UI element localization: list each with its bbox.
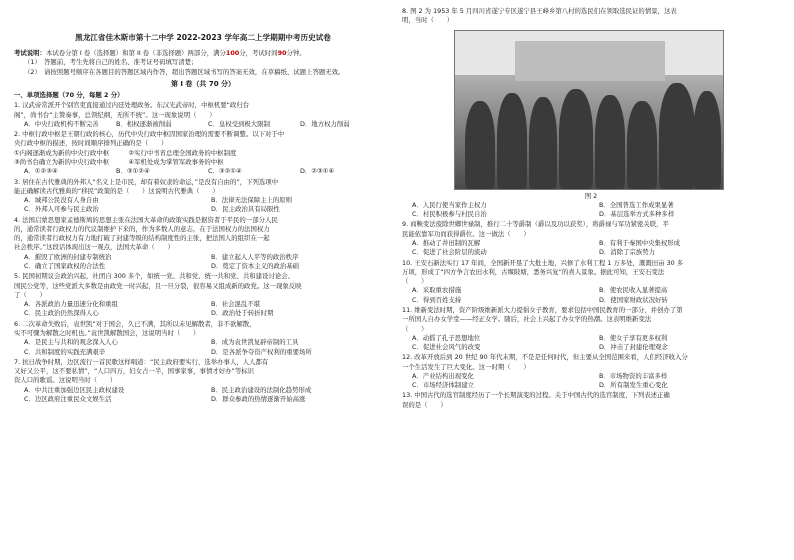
question-text: 误的是（ ） <box>402 400 447 409</box>
answer-option: B．使农民收入显著提高 <box>599 286 668 295</box>
answer-option: C．共和制度的实践充满艰辛 <box>24 347 106 356</box>
question-text: 明，当时（ ） <box>402 16 454 25</box>
question-text: 一所国人自办女学堂——经正女学。随后，社会上兴起了办女学的热潮。这表明维新变法 <box>402 315 652 324</box>
exam-title: 黑龙江省佳木斯市第十二中学 2022-2023 学年高二上学期期中考历史试卷 <box>75 33 331 42</box>
question-text: 社会秩序。”这段话体现出这一观点，法国大革命（ ） <box>14 243 174 252</box>
full-score: 100 <box>225 49 240 57</box>
question <box>14 178 392 215</box>
question <box>402 220 780 257</box>
question-text: ①内阁逐渐成为新的中央行政中枢 ②实行中书省总理全国政务的中枢制度 <box>14 148 237 157</box>
question-text: 的，通常读者行政权力有力地打破了封建等级的结构制度性的主张，把法国人的组织在一起 <box>14 234 270 243</box>
left-column <box>14 6 392 404</box>
question-text: （ ） <box>402 324 428 333</box>
question <box>402 7 780 219</box>
question-text: 5. 民国初期议会政治兴起，社团自 300 多个，如统一党、共和党、统一共和党、共和建设讨论会、 <box>14 272 295 281</box>
option-list <box>402 372 780 391</box>
question-text: 国民公党等，这些党派大多数是由政党一时兴起，且一旦分裂，很容易又组成新的政党。这一现象反映 <box>14 281 302 290</box>
answer-option: A．人民行使当家作主权力 <box>412 200 487 209</box>
question-text: （ ） <box>402 277 428 286</box>
answer-option: D．民主政治具有局限性 <box>211 205 280 214</box>
answer-option: B．相权逐渐被削弱 <box>116 119 172 128</box>
answer-option: A．是民主与共和的观念深入人心 <box>24 338 118 347</box>
question-text: 一个生活发生了巨大变化。这一时期（ ） <box>402 362 530 371</box>
answer-option: D．是各派争夺资产权利的重要场所 <box>211 347 312 356</box>
question <box>14 272 392 318</box>
question-text: 1. 汉武帝常派开个别官吏直接通过内廷处理政务。东汉光武帝时，中枢机要“政归台 <box>14 101 250 110</box>
voter-photo <box>454 30 724 190</box>
answer-option: C．边区政府注重民众文娱生活 <box>24 394 112 403</box>
question <box>402 306 780 352</box>
option-list <box>14 167 392 176</box>
exam-instructions: 考试说明：本试卷分第 I 卷（选择题）和第 II 卷（非选择题）两部分，满分100分，考试时间90分钟。 <box>14 49 306 57</box>
answer-option: B．社会混乱不堪 <box>211 300 261 309</box>
answer-option: B．民主政治建设的法制化趋势形成 <box>211 385 312 394</box>
question-text: 6. 二次革命失败后，袁世凯“对于国会，久已不满，其所以未见解散者，非不欲解散， <box>14 319 256 328</box>
question-text: 民能依靠军功而获得爵位。这一做法（ ） <box>402 229 530 238</box>
answer-option: B．③①②④ <box>116 167 150 176</box>
answer-option: C．民主政治仍然深得人心 <box>24 309 99 318</box>
answer-option: C．确立了国家政权的合法性 <box>24 262 106 271</box>
question-text: 资人口的歌谣。这说明当时（ ） <box>14 376 117 385</box>
question-text: 12. 改革开放后到 20 世纪 90 年代末期，不是是任何时代，但主要从全国范围来看，人们经济收入分 <box>402 353 688 362</box>
question <box>14 130 392 176</box>
answer-option: D．政治处于转折时期 <box>211 309 274 318</box>
question-text: 的，通常读者行政权力的代议制维护下来的，作为多数人的意志，在于法国权力的法国权力 <box>14 224 270 233</box>
question <box>14 358 392 404</box>
answer-option: A．摧毁了欧洲的封建专制统治 <box>24 252 112 261</box>
question-text: 又好又公平，这不要私情”，“人口四万，妇女占一半，国事家事，事情才好办”等标识 <box>14 367 254 376</box>
answer-option: A．中共注重加强边区民主政权建设 <box>24 385 125 394</box>
question-text: 4. 法国启蒙思想家孟德斯鸠的思想主张在法国大革命的政策实践是据资者于平民的一部分人民 <box>14 215 278 224</box>
answer-option: B．市场物资的丰富多样 <box>599 371 668 380</box>
answer-option: C．得到百姓支持 <box>412 295 462 304</box>
question <box>402 259 780 305</box>
answer-option: A．中央行政机构不断完善 <box>24 119 99 128</box>
answer-option: A．动摇了孔子思想地位 <box>412 333 481 342</box>
answer-option: D．地方权力削弱 <box>300 119 350 128</box>
answer-option: D．使国家财政状况好转 <box>599 295 668 304</box>
answer-option: C．外邦人可参与民主政治 <box>24 205 99 214</box>
answer-option: C．③②①④ <box>208 167 242 176</box>
answer-option: C．促进了社会阶层的流动 <box>412 248 487 257</box>
answer-option: D．基层选举方式多种多样 <box>599 210 675 219</box>
question-text: 万顷，形成了“四方争言农田水利，古堰陂塘，悉务兴复”的喜人景象。据此可知，王安石变法 <box>402 267 665 276</box>
option-list <box>14 300 392 319</box>
left-question-list <box>14 101 392 404</box>
answer-option: B．建立起人人平等的政治秩序 <box>211 252 299 261</box>
option-list <box>14 253 392 272</box>
answer-option: A．采取重农措施 <box>412 286 462 295</box>
figure-caption: 图 2 <box>584 191 598 200</box>
question-text: 央行政中枢的描述，按时间顺序排列正确的是（ ） <box>14 139 168 148</box>
right-question-list <box>402 7 780 410</box>
right-column <box>402 6 780 410</box>
option-list <box>14 196 392 215</box>
answer-option: D．消除了宗族势力 <box>599 248 656 257</box>
instruction-item: （1） 答题前，考生先将自己的姓名、准考证号码填写清楚； <box>24 58 198 67</box>
option-list <box>14 338 392 357</box>
answer-option: A．①②③④ <box>24 167 58 176</box>
answer-option: D．所有制发生重心变化 <box>599 381 668 390</box>
question-text: 8. 图 2 为 1953 年 5 月四川省遂宁专区遂宁县王峰乡第八村的选民们在领取选民证的情景，这表 <box>402 7 677 15</box>
question-text: 7. 抗日战争时期，边区流行一首民歌这样唱道：“民主政府要实行，选举办事人，人人都有 <box>14 357 269 366</box>
answer-option: D．群众参政的热情逐渐开始高涨 <box>211 394 306 403</box>
instructions-label: 考试说明： <box>14 49 46 57</box>
answer-option: D．②③①④ <box>300 167 335 176</box>
question-text: 11. 维新变法时期，资产阶级维新派大力提倡女子教育，要求包括中国民教育的一部分，并创办了第 <box>402 305 683 314</box>
question-text: 能正确解读古代雅典的“移民”政策的是（ ）这说明古代雅典（ ） <box>14 186 219 195</box>
answer-option: A．城邦公民没有人身自由 <box>24 196 99 205</box>
answer-option: D．冲击了封建伦理观念 <box>599 343 668 352</box>
option-list <box>402 201 780 220</box>
answer-option: B．法律无法保障主上的原则 <box>211 196 293 205</box>
instruction-item: （2） 请按照题号顺序在各题目的答题区域内作答，超出答题区域书写的答案无效，在草稿纸、试题上答题无效。 <box>24 67 345 76</box>
answer-option: B．使女子享有更多权利 <box>599 333 668 342</box>
answer-option: B．全国普选工作成果显著 <box>599 200 674 209</box>
question <box>14 101 392 129</box>
section-heading: 一、单项选择题（70 分，每题 2 分） <box>14 90 124 99</box>
answer-option: B．有利于秦国中央集权形成 <box>599 238 681 247</box>
question-text: 阁”，尚书台“主赞奏事，总领纪纲，无所不统”。这一现象说明（ ） <box>14 110 216 119</box>
question-text: 3. 居住在古代雅典的外邦人“名义上是市民，却有着奴隶的命运，”是没有自由的”，下列选项中 <box>14 177 279 186</box>
question-text: 9. 商鞅变法废除世卿世禄制，推行二十等爵制（爵以及功以获奖），将爵禄与军功紧密关联，平 <box>402 220 669 229</box>
answer-option: A．产业结构出现变化 <box>412 371 474 380</box>
question-text: 了（ ） <box>14 290 46 299</box>
option-list <box>402 239 780 258</box>
option-list <box>402 286 780 305</box>
answer-option: C．市场经济体制建立 <box>412 381 474 390</box>
question <box>402 391 780 410</box>
answer-option: B．成为袁世凯复辟帝制的工具 <box>211 338 299 347</box>
option-list <box>14 120 392 129</box>
question-text: ③尚书台确立为新的中央行政中枢 ④军机处成为掌管军政事务的中枢 <box>14 157 224 166</box>
question-text: 10. 王安石新法实行 17 年间，全国新开垦了大批土地，兴修了水利工程 1 万多处，溉溉田亩 30 多 <box>402 258 684 267</box>
option-list <box>402 334 780 353</box>
question <box>14 320 392 357</box>
answer-option: A．各派政治力量迅速分化和重组 <box>24 300 118 309</box>
exam-duration: 90 <box>277 49 287 57</box>
question-text: 实不可骤为解散之时机也。”袁世凯解散国会，这说明当时（ ） <box>14 329 200 338</box>
answer-option: C．村民积极参与村民自治 <box>412 210 487 219</box>
question <box>402 353 780 390</box>
answer-option: D．奠定了资本主义的政治基础 <box>211 262 299 271</box>
question-text: 13. 中国古代的选官制度经历了一个长期演变的过程。关于中国古代的选官制度，下列表述正确 <box>402 391 670 400</box>
answer-option: A．推动了井田制的瓦解 <box>412 238 481 247</box>
question-text: 2. 中枢行政中枢是王朝行政的核心，历代中央行政中枢因国家治理的需要不断调整。以下对于中 <box>14 130 285 139</box>
answer-option: C．皇权受到极大限制 <box>208 119 270 128</box>
question <box>14 216 392 272</box>
option-list <box>14 386 392 405</box>
part-heading: 第 I 卷（共 70 分） <box>170 79 236 88</box>
answer-option: C．促进社会风气的改变 <box>412 343 481 352</box>
